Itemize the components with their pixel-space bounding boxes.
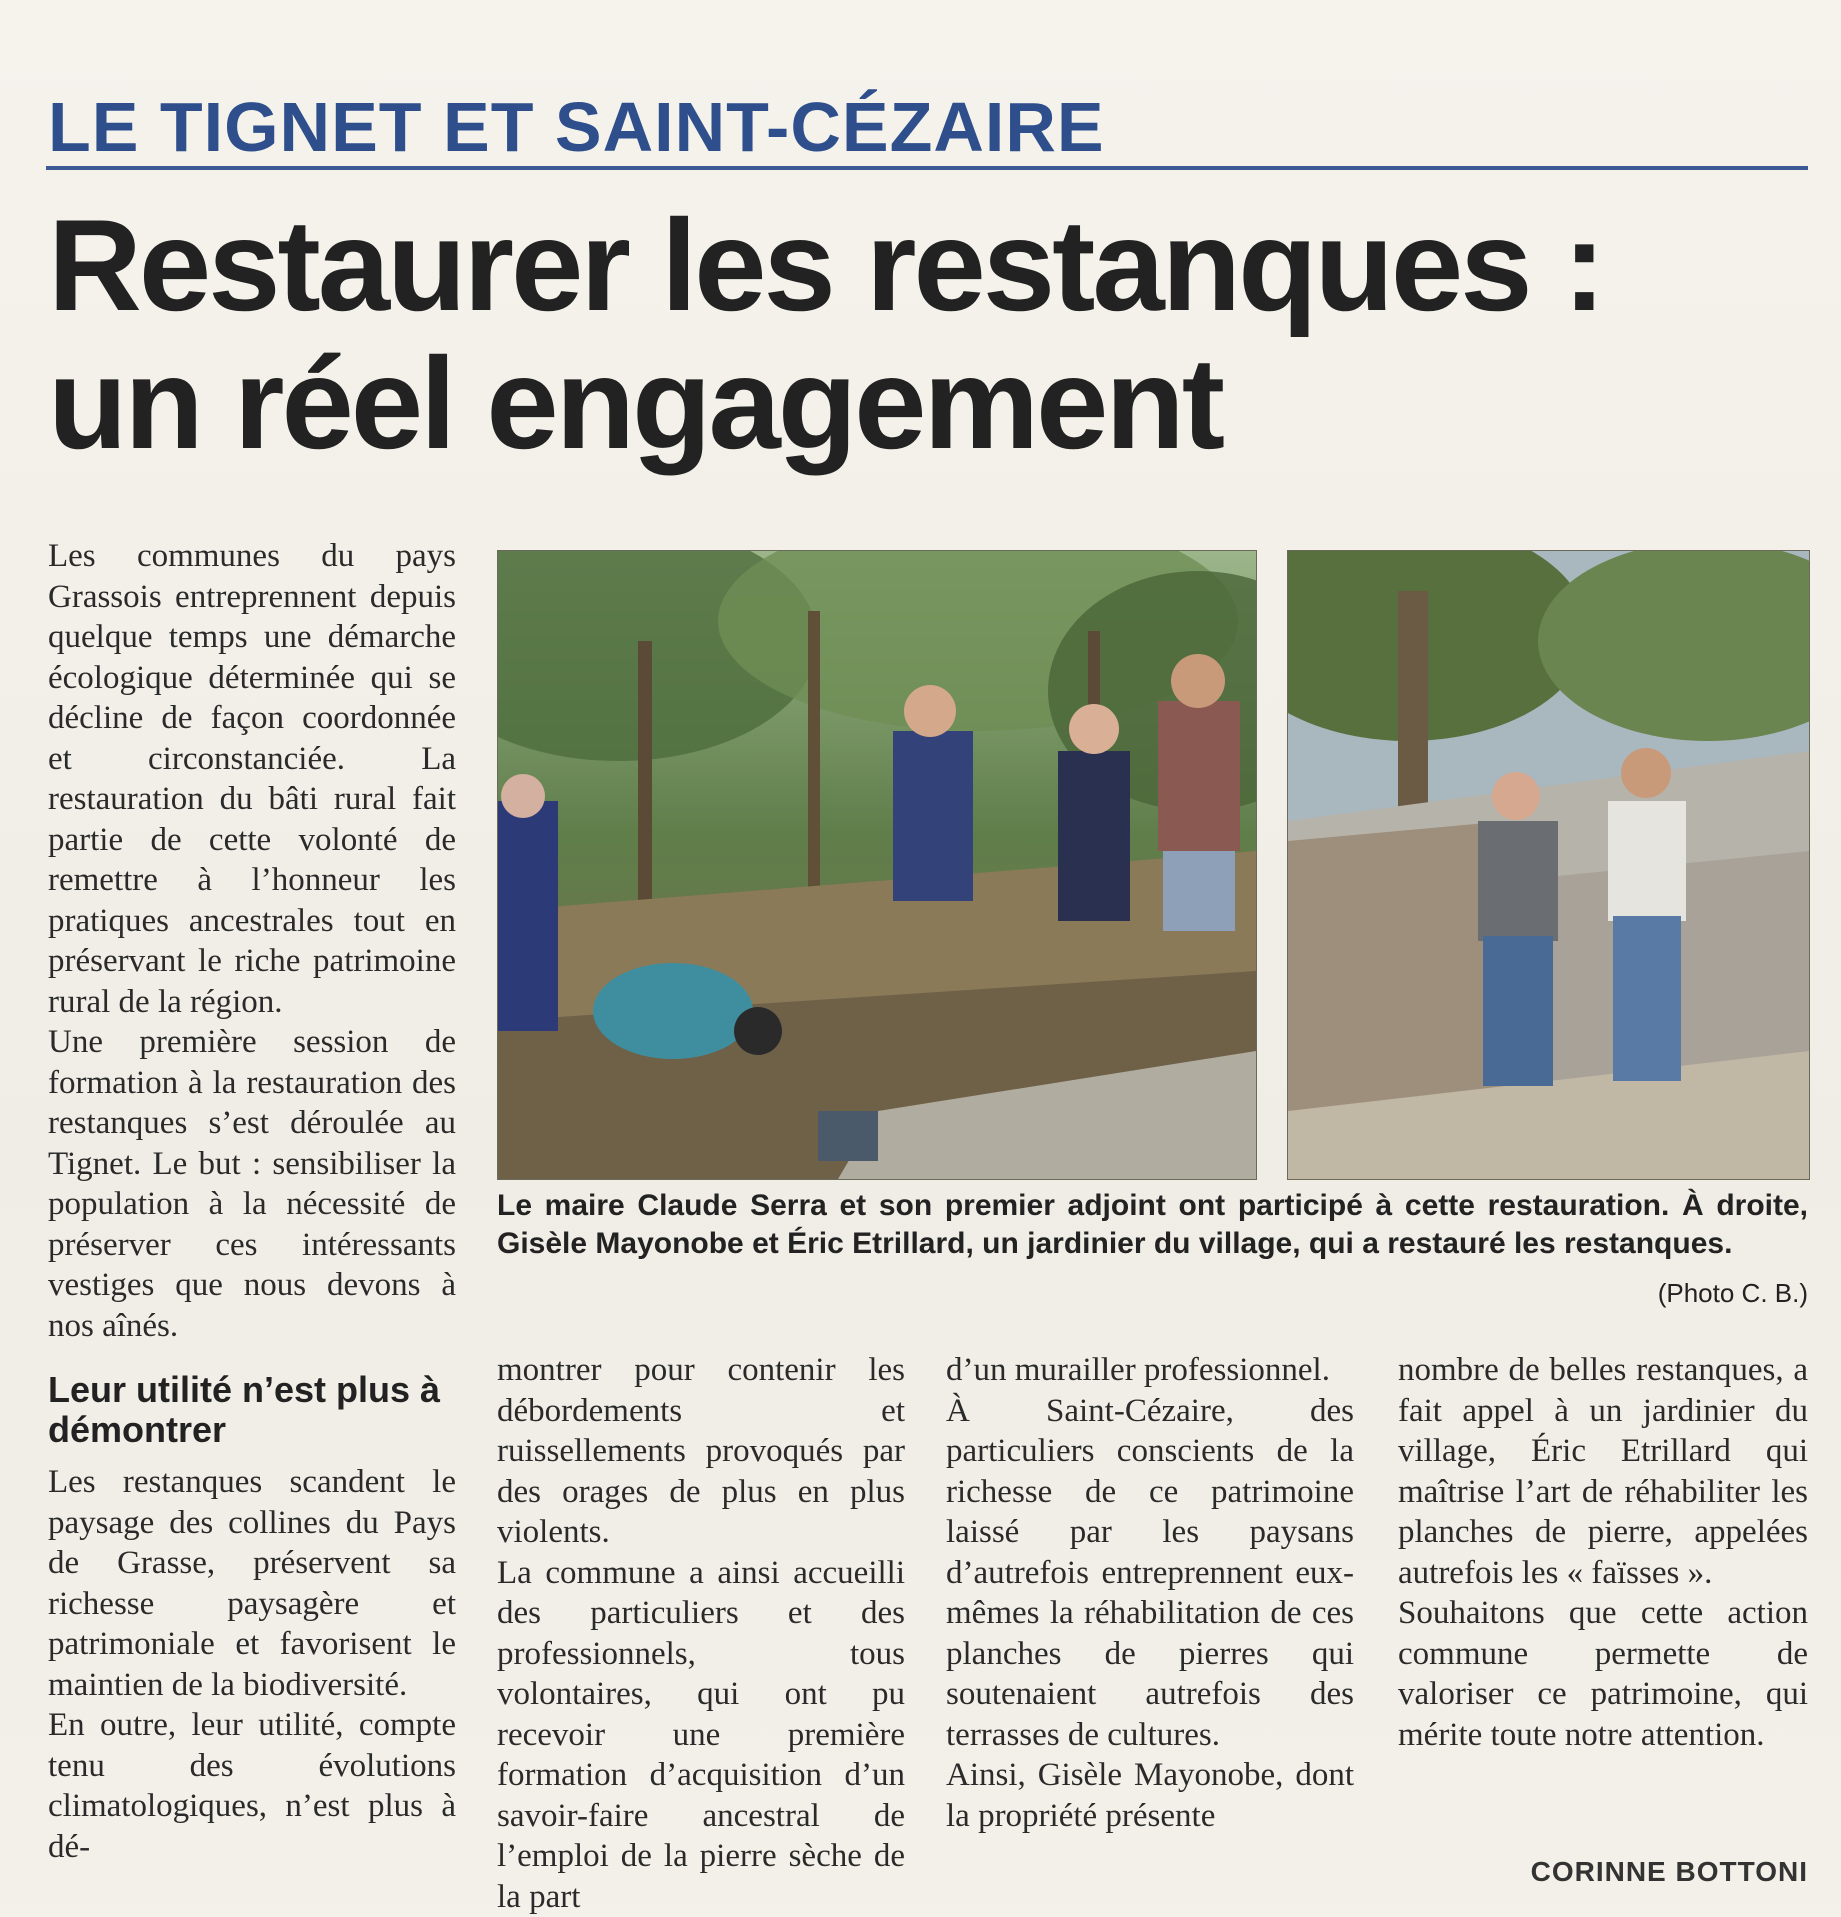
photo-caption: Le maire Claude Serra et son premier adjoint ont participé à cette restauration. À droite, Gisèle Mayonobe et Éric Etrillard, un jardinier du village, qui a restauré les restanques. (497, 1187, 1808, 1263)
headline-line-2: un réel engagement (48, 334, 1808, 472)
section-rubric: LE TIGNET ET SAINT-CÉZAIRE (48, 92, 1105, 162)
photo-credit: (Photo C. B.) (1658, 1278, 1808, 1309)
paragraph: À Saint-Cézaire, des particuliers conscients de la richesse de ce patrimoine laissé par les paysans d’autrefois entreprennent eux-mêmes la réhabilitation de ces planches de pierres qui soutenaient autrefois des terrasses de cultures. (946, 1391, 1354, 1756)
paragraph: En outre, leur utilité, compte tenu des évolutions climatologiques, n’est plus à dé- (48, 1705, 456, 1867)
author-byline: CORINNE BOTTONI (1531, 1856, 1808, 1888)
paragraph: Les communes du pays Grassois entreprennent depuis quelque temps une démarche écologique déterminée qui se décline de façon coordonnée et circonstanciée. La restauration du bâti rural fait partie de cette volonté de remettre à l’honneur les pratiques ancestrales tout en préservant le riche patrimoine rural de la région. (48, 536, 456, 1022)
paragraph: nombre de belles restanques, a fait appel à un jardinier du village, Éric Etrillard qui maîtrise l’art de réhabiliter les planches de pierre, appelées autrefois les « faïsses ». (1398, 1350, 1808, 1593)
text-column-3 (946, 1350, 1354, 1836)
paragraph: Une première session de formation à la restauration des restanques s’est déroulée au Tignet. Le but : sensibiliser la population à la nécessité de préserver ces intéressants vestiges que nous devons à nos aînés. (48, 1022, 456, 1346)
text-column-4 (1398, 1350, 1808, 1755)
paragraph: Souhaitons que cette action commune permette de valoriser ce patrimoine, qui mérite toute notre attention. (1398, 1593, 1808, 1755)
photo-stone-wall-couple (1287, 550, 1810, 1180)
text-column-2 (497, 1350, 905, 1917)
headline-line-1: Restaurer les restanques : (48, 196, 1808, 334)
paragraph: montrer pour contenir les débordements et ruissellements provoqués par des orages de plus en plus violents. (497, 1350, 905, 1553)
article-headline (48, 196, 1808, 472)
paragraph: Ainsi, Gisèle Mayonobe, dont la propriété présente (946, 1755, 1354, 1836)
paragraph: d’un murailler professionnel. (946, 1350, 1354, 1391)
photo-mayor-and-volunteers (497, 550, 1257, 1180)
text-column-1 (48, 536, 456, 1867)
paragraph: La commune a ainsi accueilli des particuliers et des professionnels, tous volontaires, qui ont pu recevoir une première formation d’acquisition d’un savoir-faire ancestral de l’emploi de la pierre sèche de la part (497, 1553, 905, 1917)
paragraph: Les restanques scandent le paysage des collines du Pays de Grasse, préservent sa richesse paysagère et patrimoniale et favorisent le maintien de la biodiversité. (48, 1462, 456, 1705)
rubric-divider (46, 166, 1808, 170)
subheading: Leur utilité n’est plus à démontrer (48, 1370, 456, 1450)
